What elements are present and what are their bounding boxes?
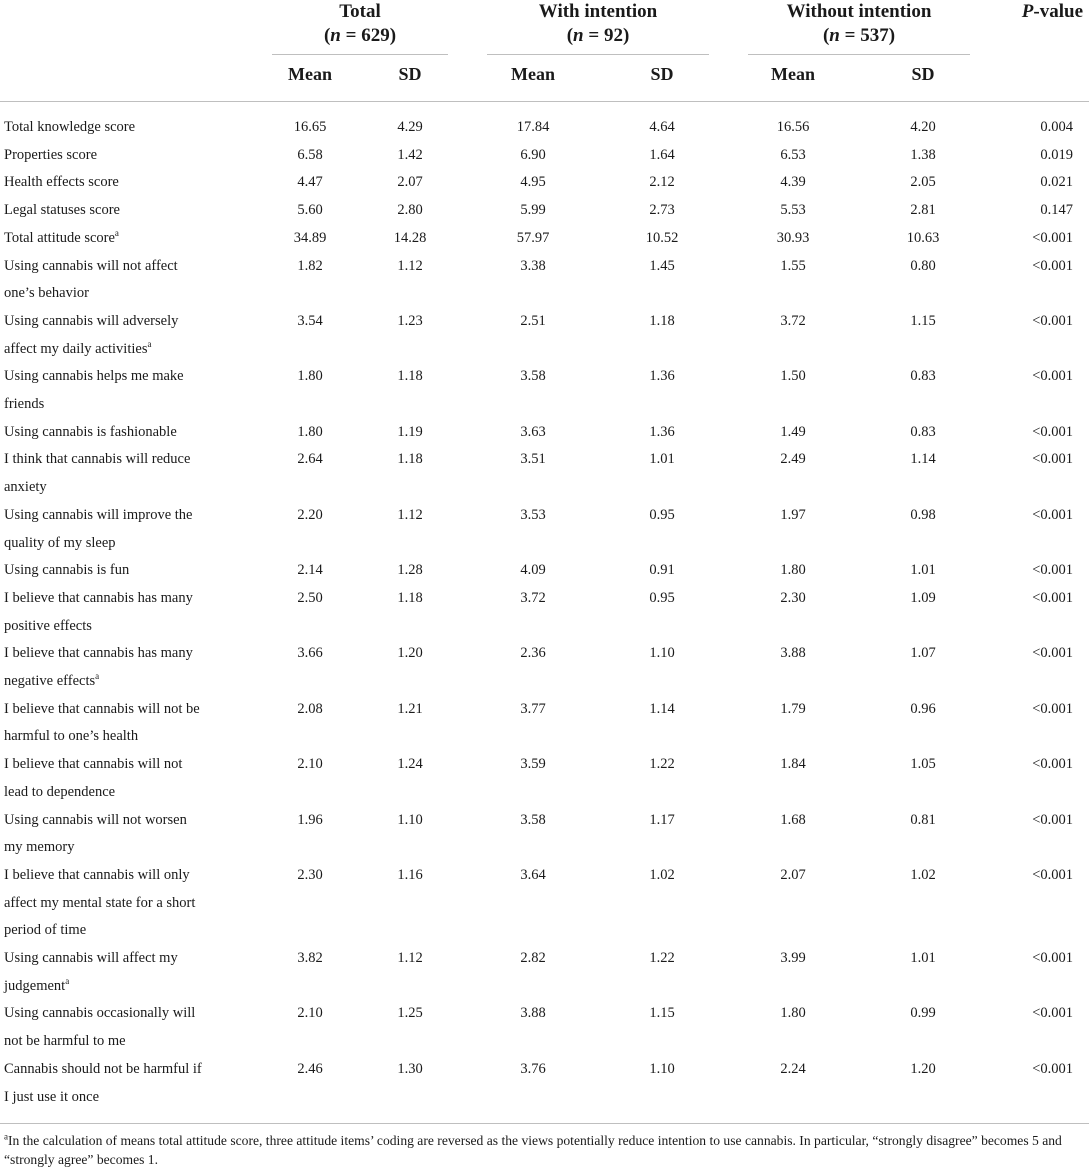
row-label-line: harmful to one’s health (4, 728, 139, 745)
without-mean-cell: 2.30 (780, 589, 806, 606)
with-mean-cell: 4.95 (520, 174, 546, 191)
row-label-line: lead to dependence (4, 783, 116, 800)
table-footnote (4, 1131, 1086, 1169)
without-sd-cell: 0.99 (910, 1005, 936, 1022)
p-value-cell: <0.001 (1032, 645, 1073, 662)
row-label-line: Using cannabis will not affect (4, 257, 178, 274)
without-sd-cell: 1.14 (910, 451, 936, 468)
row-label-line: I believe that cannabis has many (4, 645, 193, 662)
row-label (4, 169, 254, 197)
p-value-cell: <0.001 (1032, 312, 1073, 329)
mean-header-total: Mean (288, 64, 332, 84)
with-sd-cell: 1.14 (649, 700, 675, 717)
p-value-cell: <0.001 (1032, 589, 1073, 606)
without-sd-cell: 1.38 (910, 146, 936, 163)
row-label (4, 1000, 254, 1055)
row-label (4, 1056, 254, 1111)
table-header (0, 0, 1089, 102)
group-with-intention-rule (487, 54, 709, 55)
total-sd-cell: 1.10 (397, 811, 423, 828)
p-value-cell: 0.004 (1040, 119, 1073, 135)
row-label-line: period of time (4, 922, 87, 939)
with-sd-cell: 1.17 (649, 811, 675, 828)
p-value-cell: <0.001 (1032, 866, 1073, 883)
with-mean-cell: 3.76 (520, 1060, 546, 1077)
without-mean-cell: 2.07 (780, 866, 806, 883)
sd-header-without: SD (911, 64, 935, 84)
total-sd-cell: 14.28 (393, 229, 427, 246)
row-label-line: anxiety (4, 479, 47, 496)
row-label-line: Using cannabis is fun (4, 562, 130, 579)
table-row (0, 751, 1089, 806)
row-label-line: quality of my sleep (4, 534, 116, 551)
footnote-marker: a (95, 671, 100, 682)
table-row (0, 807, 1089, 862)
footnote-marker: a (147, 338, 152, 349)
footnote-text: In the calculation of means total attitude score, three attitude items’ coding are reversed as the views potentially reduce intention to use cannabis. In particular, “strongly disagree” becomes 5 and “strongly agree” becomes 1. (4, 1133, 1062, 1167)
footnote-marker: a (4, 1131, 8, 1142)
row-label (4, 862, 254, 945)
without-mean-cell: 1.68 (780, 811, 806, 828)
total-sd-cell: 1.21 (397, 700, 423, 717)
with-mean-cell: 5.99 (520, 202, 546, 219)
total-mean-cell: 5.60 (297, 202, 323, 219)
group-without-intention-header (748, 0, 970, 48)
p-value-cell: <0.001 (1032, 506, 1073, 523)
total-sd-cell: 1.12 (397, 506, 423, 523)
sd-header-with: SD (650, 64, 674, 84)
with-sd-cell: 1.15 (649, 1005, 675, 1022)
total-sd-cell: 2.80 (397, 202, 423, 219)
with-mean-cell: 6.90 (520, 146, 546, 163)
row-label-line: I believe that cannabis will not (4, 756, 183, 773)
row-label-line: affect my mental state for a short (4, 894, 196, 911)
total-sd-cell: 1.20 (397, 645, 423, 662)
footnote-rule (0, 1123, 1089, 1124)
with-mean-cell: 2.36 (520, 645, 546, 662)
group-without-intention-rule (748, 54, 970, 55)
with-sd-cell: 1.02 (649, 866, 675, 883)
row-label-line: Using cannabis occasionally will (4, 1005, 196, 1022)
total-mean-cell: 2.46 (297, 1060, 323, 1077)
table-row (0, 696, 1089, 751)
table-row (0, 585, 1089, 640)
without-mean-cell: 1.50 (780, 368, 806, 385)
without-sd-cell: 1.07 (910, 645, 936, 662)
without-mean-cell: 1.80 (780, 1005, 806, 1022)
row-label-line: Total attitude score (4, 229, 115, 246)
row-label-line: I believe that cannabis will only (4, 866, 190, 883)
total-mean-cell: 2.64 (297, 451, 323, 468)
group-total-header (272, 0, 448, 48)
row-label (4, 142, 254, 170)
table-row (0, 197, 1089, 225)
total-mean-cell: 3.66 (297, 645, 323, 662)
without-mean-cell: 1.55 (780, 257, 806, 274)
total-mean-cell: 34.89 (293, 229, 327, 246)
row-label (4, 640, 254, 695)
with-sd-cell: 0.91 (649, 562, 675, 579)
table-row (0, 1056, 1089, 1111)
row-label (4, 419, 254, 447)
total-mean-cell: 3.54 (297, 312, 323, 329)
with-sd-cell: 1.36 (649, 423, 675, 440)
with-mean-cell: 4.09 (520, 562, 546, 579)
table-row (0, 1000, 1089, 1055)
row-label (4, 751, 254, 806)
table-row (0, 225, 1089, 253)
with-mean-cell: 3.72 (520, 589, 546, 606)
row-label-line: Using cannabis helps me make (4, 368, 184, 385)
table-row (0, 446, 1089, 501)
group-title: Total (339, 1, 381, 22)
total-sd-cell: 1.23 (397, 312, 423, 329)
without-sd-cell: 1.15 (910, 312, 936, 329)
with-sd-cell: 1.10 (649, 1060, 675, 1077)
without-sd-cell: 1.01 (910, 562, 936, 579)
total-sd-cell: 1.24 (397, 756, 423, 773)
p-value-cell: <0.001 (1032, 562, 1073, 579)
p-value-cell: <0.001 (1032, 257, 1073, 274)
table-row (0, 945, 1089, 1000)
with-sd-cell: 1.10 (649, 645, 675, 662)
total-mean-cell: 2.14 (297, 562, 323, 579)
without-mean-cell: 1.97 (780, 506, 806, 523)
p-value-cell: <0.001 (1032, 700, 1073, 717)
group-title: Without intention (786, 1, 932, 22)
with-mean-cell: 3.64 (520, 866, 546, 883)
table-row (0, 419, 1089, 447)
row-label-line: not be harmful to me (4, 1033, 126, 1050)
row-label (4, 696, 254, 751)
row-label (4, 446, 254, 501)
total-mean-cell: 1.96 (297, 811, 323, 828)
without-mean-cell: 6.53 (780, 146, 806, 163)
with-sd-cell: 1.22 (649, 950, 675, 966)
with-sd-cell: 4.64 (649, 119, 675, 135)
without-mean-cell: 3.72 (780, 312, 806, 329)
table-row (0, 640, 1089, 695)
with-sd-cell: 0.95 (649, 589, 675, 606)
row-label-line: affect my daily activities (4, 340, 148, 357)
with-sd-cell: 0.95 (649, 506, 675, 523)
table-row (0, 169, 1089, 197)
with-sd-cell: 2.73 (649, 202, 675, 219)
total-mean-cell: 2.10 (297, 1005, 323, 1022)
p-value-cell: <0.001 (1032, 1060, 1073, 1077)
with-mean-cell: 3.38 (520, 257, 546, 274)
total-sd-cell: 1.42 (397, 146, 423, 163)
mean-header-without: Mean (771, 64, 815, 84)
p-value-cell: 0.147 (1040, 202, 1073, 219)
row-label (4, 585, 254, 640)
row-label-line: Total knowledge score (4, 119, 136, 135)
row-label (4, 807, 254, 862)
without-sd-cell: 0.80 (910, 257, 936, 274)
without-mean-cell: 5.53 (780, 202, 806, 219)
with-mean-cell: 3.53 (520, 506, 546, 523)
table-row (0, 502, 1089, 557)
total-mean-cell: 2.20 (297, 506, 323, 523)
without-mean-cell: 16.56 (776, 119, 810, 135)
p-value-cell: <0.001 (1032, 756, 1073, 773)
table-row (0, 557, 1089, 585)
total-mean-cell: 3.82 (297, 950, 323, 966)
total-sd-cell: 2.07 (397, 174, 423, 191)
with-sd-cell: 1.64 (649, 146, 675, 163)
row-label-line: I believe that cannabis will not be (4, 700, 200, 717)
with-mean-cell: 17.84 (516, 119, 550, 135)
row-label-line: Using cannabis will adversely (4, 312, 179, 329)
row-label-line: my memory (4, 839, 75, 856)
row-label-line: negative effects (4, 673, 96, 689)
total-sd-cell: 4.29 (397, 119, 423, 135)
with-mean-cell: 2.82 (520, 950, 546, 966)
with-sd-cell: 2.12 (649, 174, 675, 191)
p-value-cell: <0.001 (1032, 950, 1073, 966)
with-sd-cell: 1.36 (649, 368, 675, 385)
without-sd-cell: 0.83 (910, 423, 936, 440)
total-sd-cell: 1.12 (397, 950, 423, 966)
total-sd-cell: 1.18 (397, 451, 423, 468)
total-mean-cell: 1.82 (297, 257, 323, 274)
total-mean-cell: 6.58 (297, 146, 323, 163)
p-value-cell: <0.001 (1032, 811, 1073, 828)
without-mean-cell: 2.24 (780, 1060, 806, 1077)
p-value-cell: 0.021 (1040, 174, 1073, 191)
without-sd-cell: 1.09 (910, 589, 936, 606)
row-label (4, 225, 254, 253)
group-n: (n = 537) (822, 25, 896, 46)
row-label-line: I think that cannabis will reduce (4, 451, 191, 468)
table-row (0, 363, 1089, 418)
row-label-line: one’s behavior (4, 285, 89, 302)
row-label (4, 253, 254, 308)
without-sd-cell: 2.81 (910, 202, 936, 219)
total-mean-cell: 1.80 (297, 368, 323, 385)
with-mean-cell: 3.88 (520, 1005, 546, 1022)
total-mean-cell: 16.65 (293, 119, 327, 135)
row-label-line: friends (4, 396, 45, 412)
sd-header-total: SD (398, 64, 422, 84)
row-label-line: Using cannabis is fashionable (4, 423, 177, 440)
without-sd-cell: 4.20 (910, 119, 936, 135)
with-mean-cell: 3.63 (520, 423, 546, 440)
row-label (4, 945, 254, 1000)
with-sd-cell: 10.52 (645, 229, 679, 246)
with-mean-cell: 2.51 (520, 312, 546, 329)
row-label-line: positive effects (4, 617, 92, 634)
total-sd-cell: 1.19 (397, 423, 423, 440)
without-sd-cell: 10.63 (906, 229, 940, 246)
total-mean-cell: 4.47 (297, 174, 323, 191)
total-mean-cell: 2.08 (297, 700, 323, 717)
row-label-line: Properties score (4, 146, 98, 163)
total-sd-cell: 1.12 (397, 257, 423, 274)
row-label-line: Health effects score (4, 174, 119, 191)
without-mean-cell: 1.49 (780, 423, 806, 440)
row-label (4, 363, 254, 418)
footnote-marker: a (114, 227, 119, 238)
without-mean-cell: 30.93 (776, 229, 810, 246)
with-mean-cell: 3.58 (520, 368, 546, 385)
without-sd-cell: 1.05 (910, 756, 936, 773)
row-label-line: I believe that cannabis has many (4, 589, 193, 606)
without-mean-cell: 2.49 (780, 451, 806, 468)
total-sd-cell: 1.30 (397, 1060, 423, 1077)
group-n: (n = 629) (323, 25, 397, 46)
group-with-intention-header (487, 0, 709, 48)
p-value-cell: <0.001 (1032, 229, 1073, 246)
row-label (4, 308, 254, 363)
row-label-line: Using cannabis will affect my (4, 950, 178, 966)
total-mean-cell: 2.30 (297, 866, 323, 883)
without-sd-cell: 2.05 (910, 174, 936, 191)
p-value-cell: <0.001 (1032, 451, 1073, 468)
with-mean-cell: 3.59 (520, 756, 546, 773)
table-row (0, 253, 1089, 308)
row-label-line: judgement (4, 977, 66, 994)
row-label (4, 502, 254, 557)
without-sd-cell: 0.98 (910, 506, 936, 523)
table-row (0, 862, 1089, 945)
total-sd-cell: 1.28 (397, 562, 423, 579)
with-mean-cell: 3.77 (520, 700, 546, 717)
total-sd-cell: 1.16 (397, 866, 423, 883)
p-value-cell: 0.019 (1040, 146, 1073, 163)
with-mean-cell: 57.97 (516, 229, 550, 246)
without-mean-cell: 1.84 (780, 756, 806, 773)
row-label-line: Using cannabis will not worsen (4, 811, 187, 828)
with-sd-cell: 1.01 (649, 451, 675, 468)
total-mean-cell: 2.50 (297, 589, 323, 606)
without-mean-cell: 1.80 (780, 562, 806, 579)
table-row (0, 142, 1089, 170)
p-value-cell: <0.001 (1032, 368, 1073, 385)
without-sd-cell: 0.83 (910, 368, 936, 385)
row-label (4, 197, 254, 225)
with-sd-cell: 1.22 (649, 756, 675, 773)
group-n: (n = 92) (566, 25, 630, 46)
p-value-cell: <0.001 (1032, 1005, 1073, 1022)
total-mean-cell: 1.80 (297, 423, 323, 440)
total-sd-cell: 1.18 (397, 589, 423, 606)
row-label (4, 557, 254, 585)
with-sd-cell: 1.45 (649, 257, 675, 274)
without-mean-cell: 3.99 (780, 950, 806, 966)
without-sd-cell: 1.20 (910, 1060, 936, 1077)
without-mean-cell: 4.39 (780, 174, 806, 191)
group-total-rule (272, 54, 448, 55)
p-value-cell: <0.001 (1032, 423, 1073, 440)
row-label-line: Cannabis should not be harmful if (4, 1060, 202, 1077)
table-row (0, 308, 1089, 363)
without-sd-cell: 1.01 (910, 950, 936, 966)
footnote-marker: a (65, 975, 70, 986)
row-label-line: Legal statuses score (4, 202, 120, 219)
p-value-header: P-value (1021, 1, 1083, 22)
row-label (4, 114, 254, 142)
without-sd-cell: 0.81 (910, 811, 936, 828)
with-sd-cell: 1.18 (649, 312, 675, 329)
total-mean-cell: 2.10 (297, 756, 323, 773)
with-mean-cell: 3.51 (520, 451, 546, 468)
row-label-line: Using cannabis will improve the (4, 506, 193, 523)
total-sd-cell: 1.18 (397, 368, 423, 385)
without-mean-cell: 1.79 (780, 700, 806, 717)
without-sd-cell: 0.96 (910, 700, 936, 717)
without-sd-cell: 1.02 (910, 866, 936, 883)
row-label-line: I just use it once (4, 1088, 100, 1105)
table-row (0, 114, 1089, 142)
mean-header-with: Mean (511, 64, 555, 84)
total-sd-cell: 1.25 (397, 1005, 423, 1022)
without-mean-cell: 3.88 (780, 645, 806, 662)
with-mean-cell: 3.58 (520, 811, 546, 828)
group-title: With intention (538, 1, 658, 22)
